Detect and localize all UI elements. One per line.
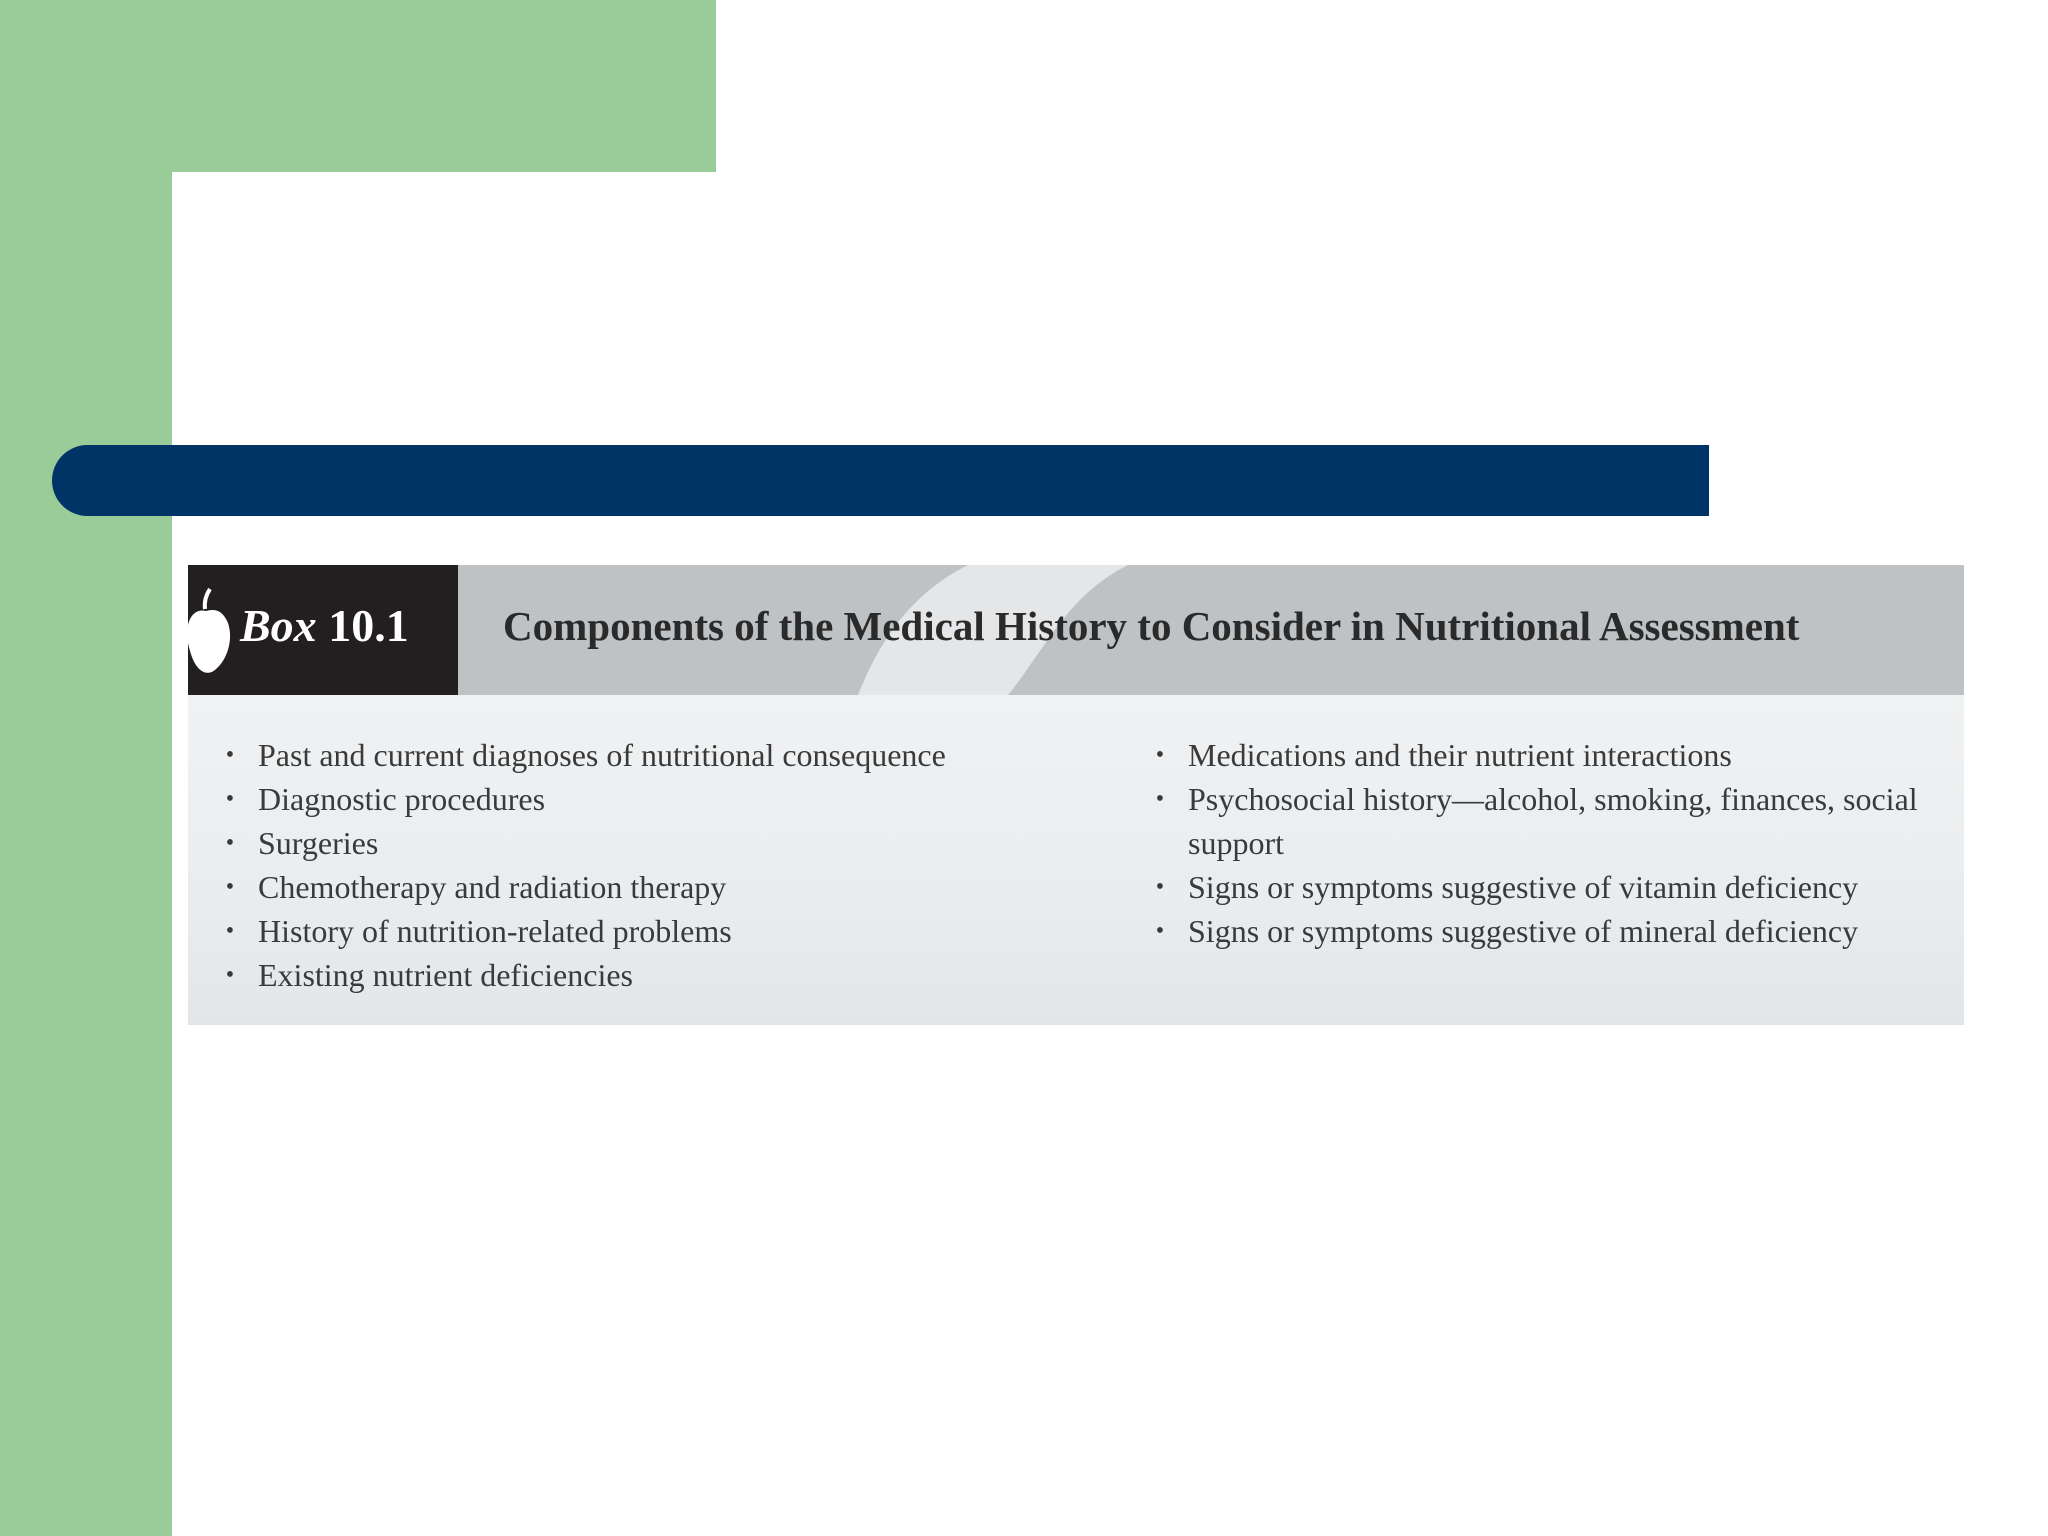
list-item-text: Signs or symptoms suggestive of vitamin deficiency	[1188, 869, 1859, 905]
list-item	[220, 909, 1100, 953]
list-item	[1150, 777, 1950, 865]
list-item-text: Signs or symptoms suggestive of mineral deficiency	[1188, 913, 1859, 949]
list-item-text: Diagnostic procedures	[258, 781, 546, 817]
list-item-text: Surgeries	[258, 825, 379, 861]
list-item	[1150, 865, 1950, 909]
list-item	[220, 865, 1100, 909]
list-item	[1150, 733, 1950, 777]
list-item	[220, 777, 1100, 821]
info-box	[188, 565, 1964, 1025]
list-item-text: Past and current diagnoses of nutritional consequence	[258, 737, 946, 773]
title-bar	[52, 445, 1709, 516]
list-item	[220, 953, 1100, 997]
bullet: •	[225, 918, 235, 944]
list-item-text: Existing nutrient deficiencies	[258, 957, 633, 993]
list-item	[220, 733, 1100, 777]
bullet: •	[1155, 786, 1165, 812]
apple-icon	[188, 585, 234, 685]
list-item-text: History of nutrition-related problems	[258, 913, 732, 949]
list-item-text: Psychosocial history—alcohol, smoking, finances, social support	[1188, 781, 1918, 861]
top-decoration	[0, 0, 716, 172]
box-label-number: 10.1	[328, 600, 409, 651]
bullet: •	[225, 830, 235, 856]
list-item	[220, 821, 1100, 865]
bullet: •	[1155, 918, 1165, 944]
list-item-text: Chemotherapy and radiation therapy	[258, 869, 727, 905]
bullet: •	[225, 786, 235, 812]
left-list	[220, 733, 1100, 997]
bullet: •	[1155, 742, 1165, 768]
sidebar-decoration	[0, 0, 172, 1536]
box-label	[188, 565, 458, 695]
box-label-text	[240, 565, 409, 695]
box-label-word: Box	[240, 600, 317, 651]
list-item-text: Medications and their nutrient interactions	[1188, 737, 1732, 773]
box-title: Components of the Medical History to Consider in Nutritional Assessment	[503, 603, 1800, 649]
list-item	[1150, 909, 1950, 953]
right-list	[1150, 733, 1950, 953]
box-header	[188, 565, 1964, 695]
bullet: •	[1155, 874, 1165, 900]
bullet: •	[225, 962, 235, 988]
bullet: •	[225, 742, 235, 768]
bullet: •	[225, 874, 235, 900]
